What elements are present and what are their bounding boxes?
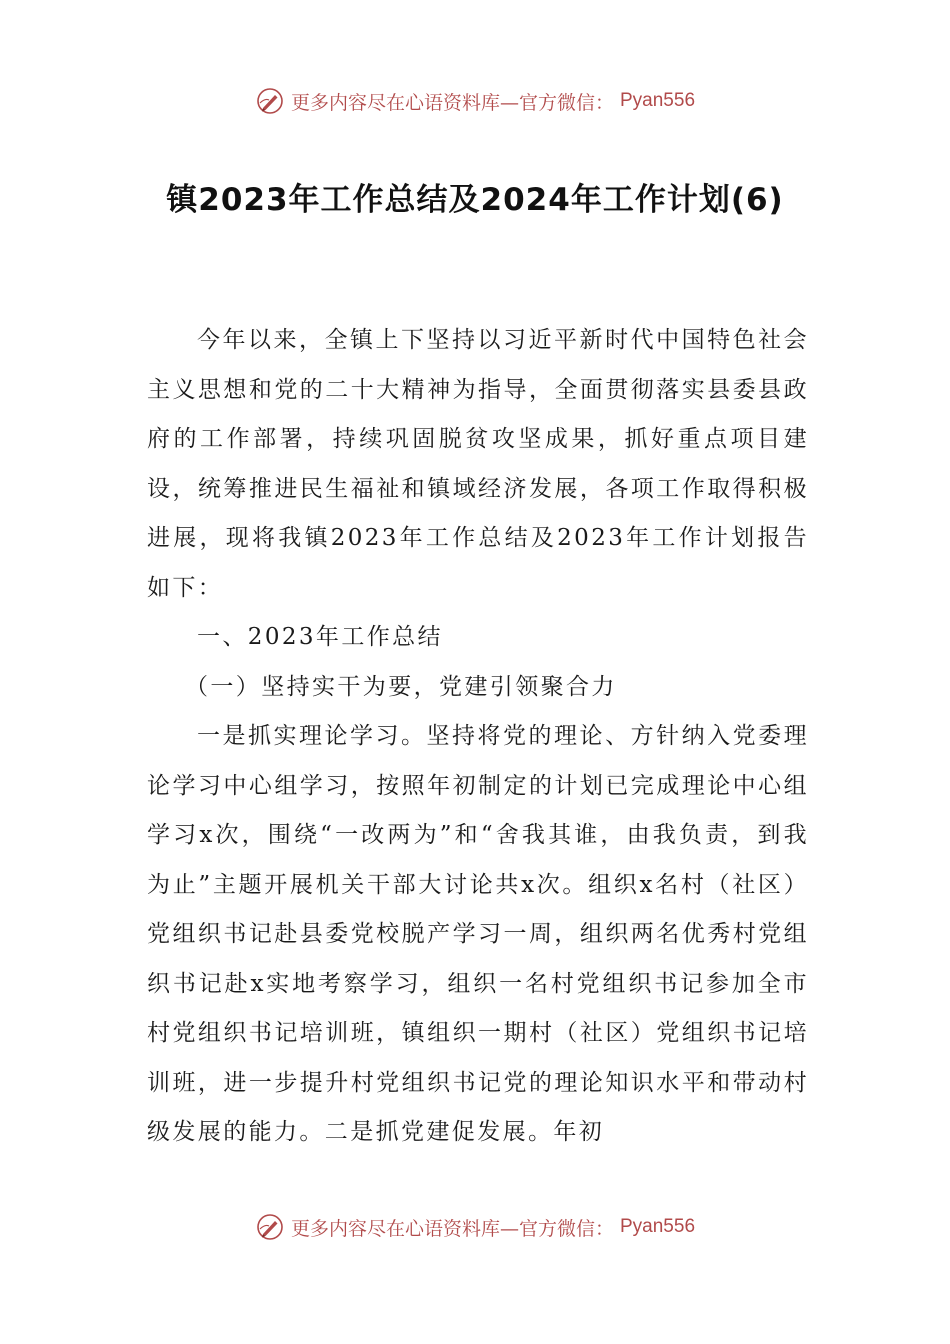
intro-paragraph: 今年以来，全镇上下坚持以习近平新时代中国特色社会主义思想和党的二十大精神为指导，全面贯彻落实县委县政府的工作部署，持续巩固脱贫攻坚成果，抓好重点项目建设，统筹推进民生福祉和镇域经济发展，各项工作取得积极进展，现将我镇2023年工作总结及2023年工作计划报告如下： xyxy=(147,327,809,601)
watermark-header xyxy=(0,86,950,116)
body-paragraph: 一是抓实理论学习。坚持将党的理论、方针纳入党委理论学习中心组学习，按照年初制定的计划已完成理论中心组学习x次，围绕“一改两为”和“舍我其谁，由我负责，到我为止”主题开展机关干部大讨论共x次。组织x名村（社区）党组织书记赴县委党校脱产学习一周，组织两名优秀村党组织书记赴x实地考察学习，组织一名村党组织书记参加全市村党组织书记培训班，镇组织一期村（社区）党组织书记培训班，进一步提升村党组织书记党的理论知识水平和带动村级发展的能力。二是抓党建促发展。年初 xyxy=(147,723,809,1145)
pen-logo-icon xyxy=(255,1212,285,1242)
section-heading: 一、2023年工作总结 xyxy=(197,624,443,650)
watermark-text: 更多内容尽在心语资料库—官方微信： xyxy=(290,91,614,114)
watermark-footer xyxy=(0,1212,950,1242)
watermark-wechat-id: Pyan556 xyxy=(620,1216,696,1237)
document-body xyxy=(147,316,809,1158)
document-title: 镇2023年工作总结及2024年工作计划(6) xyxy=(166,182,784,218)
watermark-wechat-id: Pyan556 xyxy=(620,90,696,111)
watermark-text: 更多内容尽在心语资料库—官方微信： xyxy=(290,1217,614,1240)
subsection-heading: （一）坚持实干为要，党建引领聚合力 xyxy=(185,673,617,700)
pen-logo-icon xyxy=(255,86,285,116)
